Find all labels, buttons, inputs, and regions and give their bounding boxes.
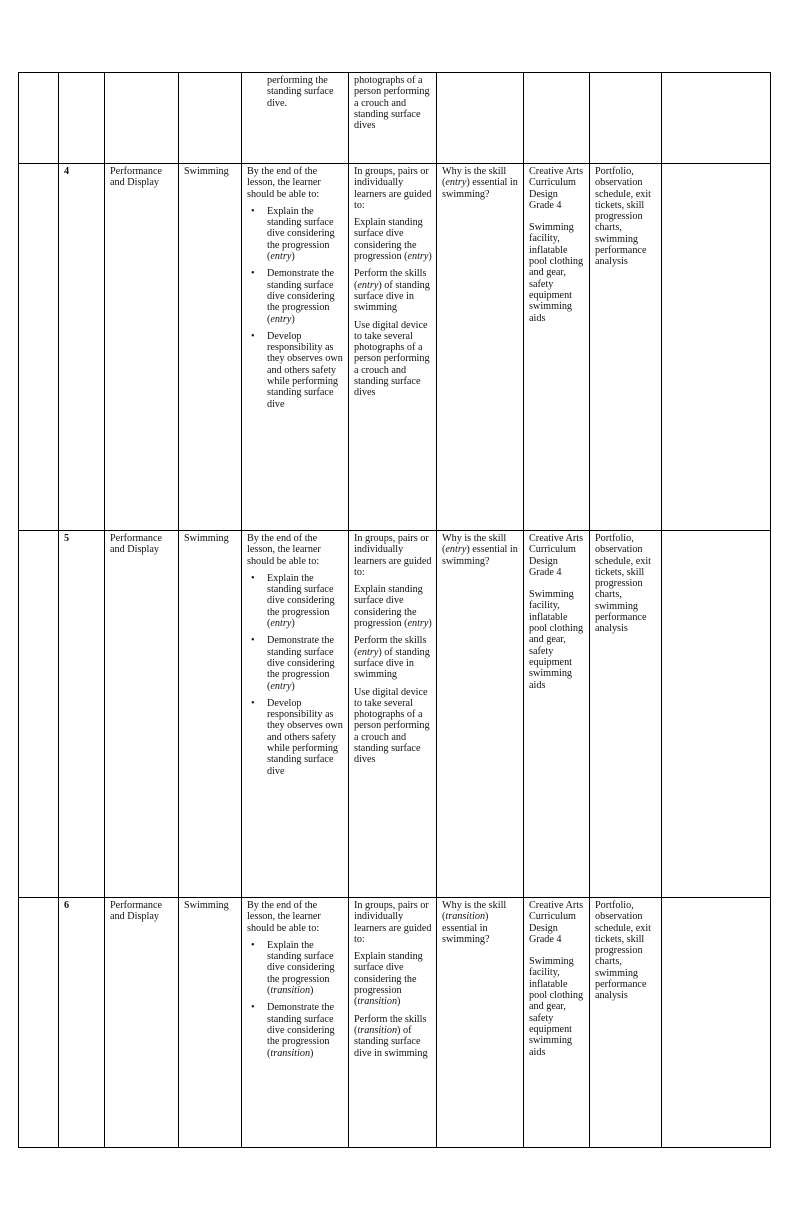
resource-item: Creative Arts Curriculum Design Grade 4 xyxy=(529,900,584,945)
objectives-intro: By the end of the lesson, the learner should be able to: xyxy=(247,900,321,934)
sub-strand-cell: Swimming xyxy=(179,164,242,531)
text-segment: Develop responsibility as they observes own and others safety while performing standing surface dive xyxy=(267,697,343,777)
resource-item: Swimming facility, inflatable pool clothing and gear, safety equipment swimming aids xyxy=(529,956,584,1058)
objective-item xyxy=(267,698,344,777)
week-cell xyxy=(19,898,59,1148)
activity-tail: photographs of a person performing a crouch and standing surface dives xyxy=(354,75,430,132)
lesson-cell: 5 xyxy=(59,531,105,898)
activity-item xyxy=(354,268,432,313)
resources-cell xyxy=(524,531,590,898)
assessment-cell xyxy=(590,73,662,164)
strand-cell: Performance and Display xyxy=(105,898,179,1148)
text-segment: Use digital device to take several photographs of a person performing a crouch and standing surface dives xyxy=(354,686,430,766)
text-segment: Explain the standing surface dive considering the progression ( xyxy=(267,572,335,630)
text-segment: Explain standing surface dive considering the progression ( xyxy=(354,951,423,1008)
keyword-text: entry xyxy=(407,251,429,263)
table-row xyxy=(19,531,771,898)
text-segment: ) xyxy=(291,251,295,263)
activities-cell xyxy=(349,73,437,164)
activities-intro: In groups, pairs or individually learners are guided to: xyxy=(354,166,432,211)
objectives-cell xyxy=(242,898,349,1148)
reflection-cell xyxy=(662,531,771,898)
table-row xyxy=(19,898,771,1148)
objectives-list xyxy=(247,206,344,410)
strand-cell xyxy=(105,73,179,164)
text-segment: Perform the skills ( xyxy=(354,635,427,658)
strand-cell: Performance and Display xyxy=(105,531,179,898)
activities-intro: In groups, pairs or individually learners are guided to: xyxy=(354,533,432,578)
text-segment: ) xyxy=(291,313,295,325)
objective-item xyxy=(267,940,344,996)
keyword-text: transition xyxy=(270,1047,311,1059)
text-segment: Use digital device to take several photographs of a person performing a crouch and standing surface dives xyxy=(354,319,430,399)
resource-item: Swimming facility, inflatable pool clothing and gear, safety equipment swimming aids xyxy=(529,589,584,691)
text-segment: Explain the standing surface dive considering the progression ( xyxy=(267,939,335,997)
resource-item: Creative Arts Curriculum Design Grade 4 xyxy=(529,533,584,578)
inquiry-cell xyxy=(437,531,524,898)
objective-tail: performing the standing surface dive. xyxy=(267,75,334,109)
sub-strand-cell: Swimming xyxy=(179,898,242,1148)
week-cell xyxy=(19,531,59,898)
inquiry-cell xyxy=(437,898,524,1148)
objective-item xyxy=(267,206,344,262)
keyword-text: transition xyxy=(270,985,311,997)
lesson-cell: 4 xyxy=(59,164,105,531)
activity-item xyxy=(354,217,432,262)
objective-item xyxy=(267,268,344,324)
text-segment: Why is the skill ( xyxy=(442,900,507,923)
inquiry-question xyxy=(442,533,519,567)
reflection-cell xyxy=(662,164,771,531)
text-segment: ) xyxy=(310,985,314,997)
text-segment: Why is the skill ( xyxy=(442,533,507,556)
scheme-of-work-table xyxy=(18,72,771,1148)
keyword-text: entry xyxy=(270,680,292,692)
activities-cell xyxy=(349,164,437,531)
text-segment: ) of standing surface dive in swimming xyxy=(354,1024,428,1059)
objectives-list xyxy=(247,573,344,777)
objective-item xyxy=(267,1002,344,1058)
objectives-cell xyxy=(242,164,349,531)
sub-strand-cell xyxy=(179,73,242,164)
text-segment: Why is the skill ( xyxy=(442,166,507,189)
keyword-text: entry xyxy=(270,618,292,630)
table-row xyxy=(19,164,771,531)
objectives-intro: By the end of the lesson, the learner should be able to: xyxy=(247,166,321,200)
text-segment: Explain the standing surface dive considering the progression ( xyxy=(267,205,335,263)
assessment-cell: Portfolio, observation schedule, exit tickets, skill progression charts, swimming performance analysis xyxy=(590,531,662,898)
keyword-text: entry xyxy=(270,251,292,263)
activity-item xyxy=(354,951,432,1007)
inquiry-question xyxy=(442,900,519,945)
objective-item xyxy=(267,331,344,410)
inquiry-cell xyxy=(437,164,524,531)
text-segment: ) xyxy=(428,618,432,630)
resource-item: Swimming facility, inflatable pool clothing and gear, safety equipment swimming aids xyxy=(529,222,584,324)
text-segment: Explain standing surface dive considering the progression ( xyxy=(354,217,423,263)
activity-item xyxy=(354,584,432,629)
text-segment: ) xyxy=(397,996,401,1008)
activity-item xyxy=(354,635,432,680)
resources-cell xyxy=(524,898,590,1148)
week-cell xyxy=(19,73,59,164)
keyword-text: transition xyxy=(357,996,398,1008)
sub-strand-cell: Swimming xyxy=(179,531,242,898)
text-segment: Demonstrate the standing surface dive considering the progression ( xyxy=(267,635,335,692)
week-cell xyxy=(19,164,59,531)
inquiry-question xyxy=(442,166,519,200)
text-segment: Perform the skills ( xyxy=(354,1013,427,1036)
text-segment: ) essential in swimming? xyxy=(442,911,490,945)
table-row-continued xyxy=(19,73,771,164)
keyword-text: entry xyxy=(357,646,379,658)
keyword-text: entry xyxy=(357,279,379,291)
text-segment: ) xyxy=(428,251,432,263)
resources-cell xyxy=(524,73,590,164)
text-segment: Develop responsibility as they observes own and others safety while performing standing surface dive xyxy=(267,330,343,410)
keyword-text: transition xyxy=(357,1024,398,1036)
keyword-text: entry xyxy=(445,544,467,556)
text-segment: ) xyxy=(291,618,295,630)
inquiry-cell xyxy=(437,73,524,164)
strand-cell: Performance and Display xyxy=(105,164,179,531)
resources-cell xyxy=(524,164,590,531)
activity-item xyxy=(354,1014,432,1059)
assessment-cell: Portfolio, observation schedule, exit tickets, skill progression charts, swimming performance analysis xyxy=(590,898,662,1148)
text-segment: ) xyxy=(291,680,295,692)
objectives-list xyxy=(247,940,344,1059)
text-segment: ) essential in swimming? xyxy=(442,177,518,200)
lesson-cell xyxy=(59,73,105,164)
objective-item xyxy=(267,635,344,691)
objectives-cell xyxy=(242,73,349,164)
objectives-cell xyxy=(242,531,349,898)
keyword-text: transition xyxy=(445,911,486,923)
activities-intro: In groups, pairs or individually learners are guided to: xyxy=(354,900,432,945)
lesson-cell: 6 xyxy=(59,898,105,1148)
objective-item xyxy=(267,573,344,629)
assessment-cell: Portfolio, observation schedule, exit tickets, skill progression charts, swimming performance analysis xyxy=(590,164,662,531)
activities-cell xyxy=(349,531,437,898)
text-segment: ) of standing surface dive in swimming xyxy=(354,646,430,681)
text-segment: ) essential in swimming? xyxy=(442,544,518,567)
text-segment: ) xyxy=(310,1047,314,1059)
objectives-intro: By the end of the lesson, the learner should be able to: xyxy=(247,533,321,567)
text-segment: Explain standing surface dive considering the progression ( xyxy=(354,584,423,630)
resource-item: Creative Arts Curriculum Design Grade 4 xyxy=(529,166,584,211)
text-segment: ) of standing surface dive in swimming xyxy=(354,279,430,314)
text-segment: Perform the skills ( xyxy=(354,268,427,291)
reflection-cell xyxy=(662,898,771,1148)
reflection-cell xyxy=(662,73,771,164)
activity-item xyxy=(354,320,432,399)
activity-item xyxy=(354,687,432,766)
keyword-text: entry xyxy=(445,177,467,189)
keyword-text: entry xyxy=(270,313,292,325)
text-segment: Demonstrate the standing surface dive considering the progression ( xyxy=(267,1002,335,1059)
keyword-text: entry xyxy=(407,618,429,630)
text-segment: Demonstrate the standing surface dive considering the progression ( xyxy=(267,268,335,325)
activities-cell xyxy=(349,898,437,1148)
